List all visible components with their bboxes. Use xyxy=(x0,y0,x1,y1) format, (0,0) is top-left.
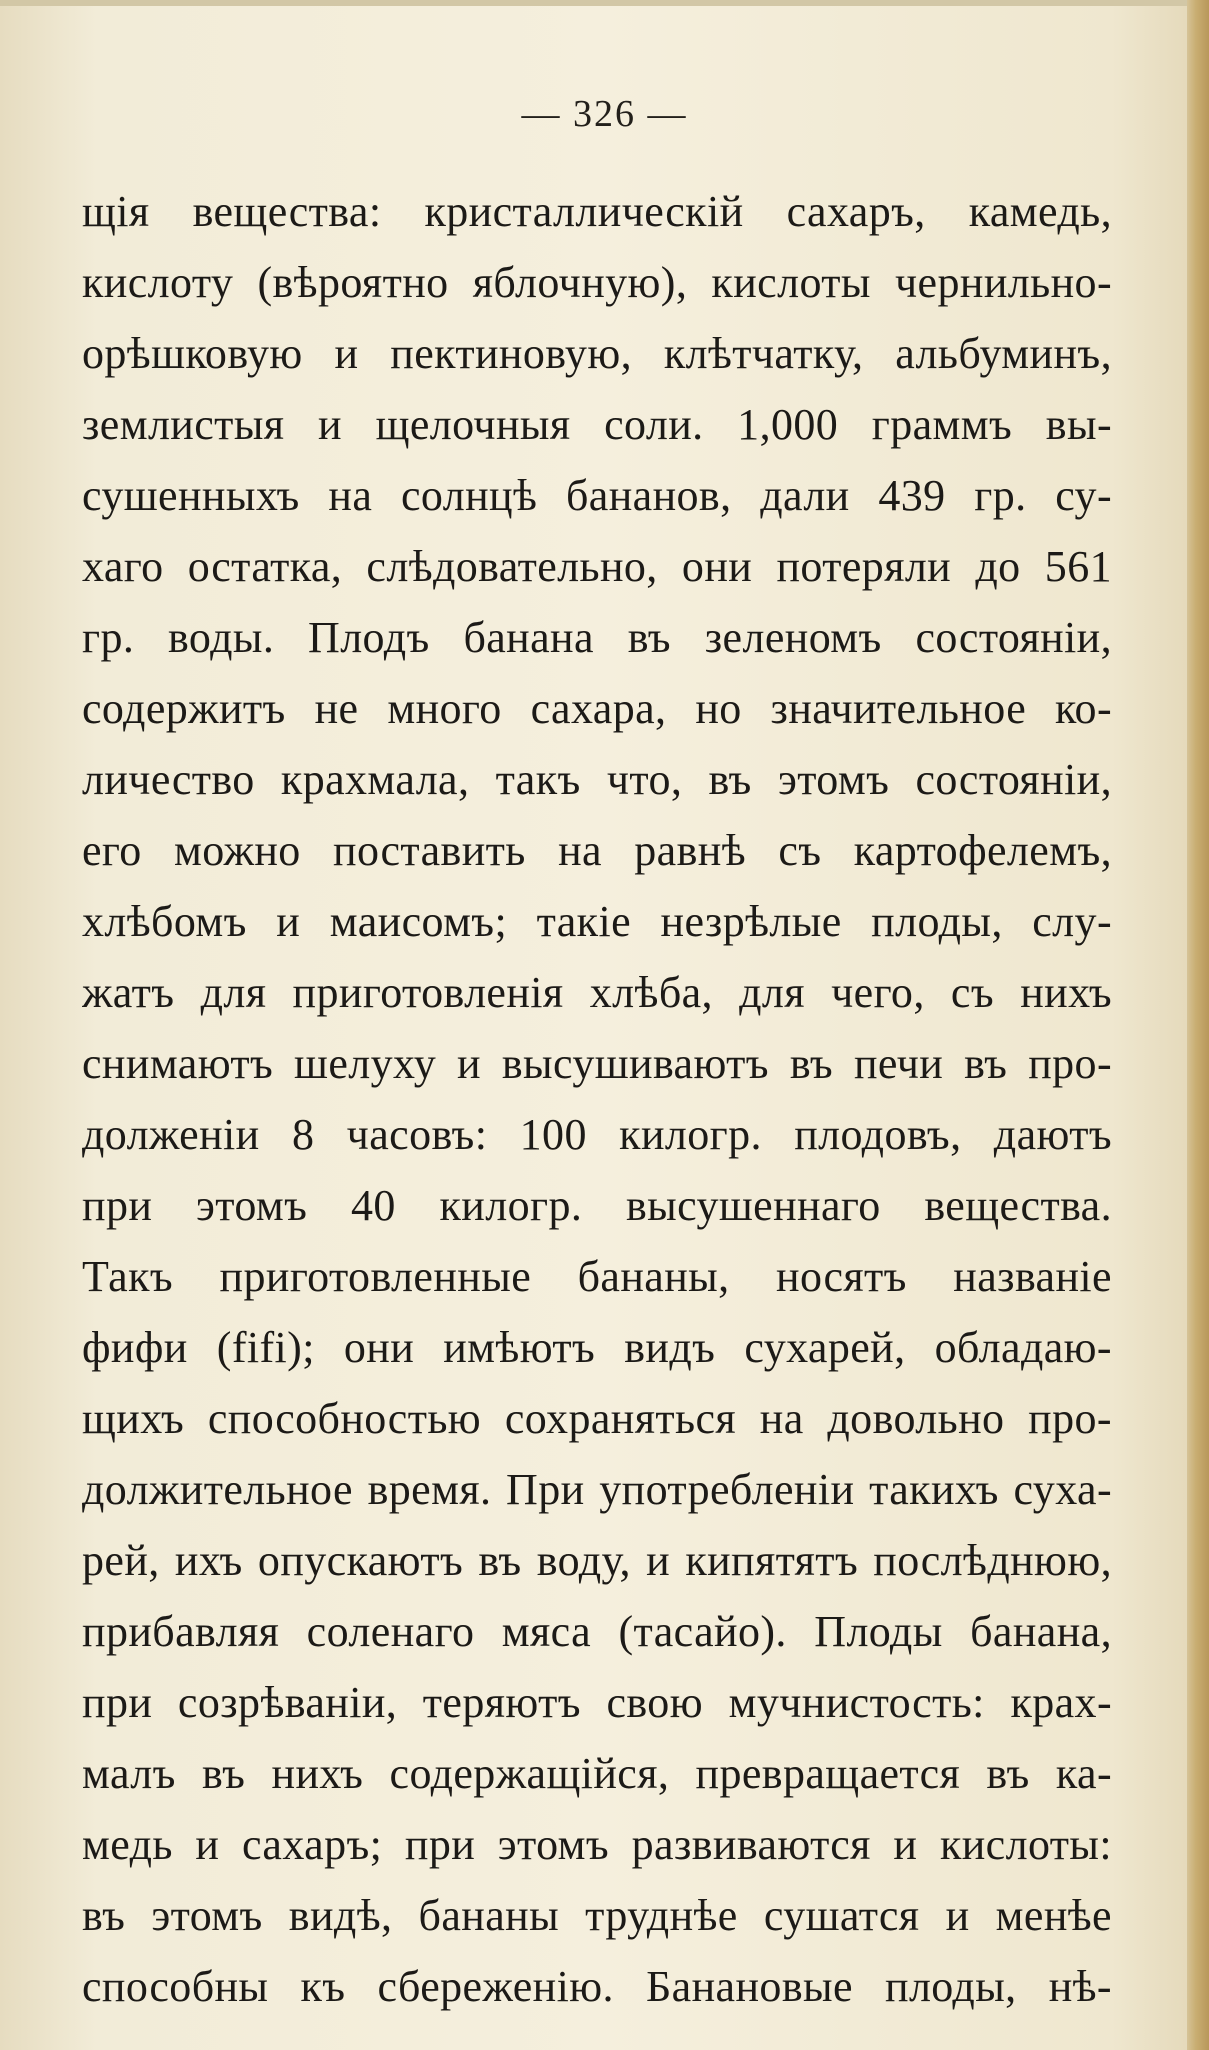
text-line: содержитъ не много сахара, но значительное ко- xyxy=(82,684,1112,733)
text-line: медь и сахаръ; при этомъ развиваются и кислоты: xyxy=(82,1820,1112,1869)
text-line: щихъ способностью сохраняться на довольно про- xyxy=(82,1394,1112,1443)
text-line: землистыя и щелочныя соли. 1,000 граммъ вы- xyxy=(82,400,1112,449)
text-line: снимаютъ шелуху и высушиваютъ въ печи въ про- xyxy=(82,1039,1112,1088)
text-line: фифи (fifi); они имѣютъ видъ сухарей, обладаю- xyxy=(82,1323,1112,1372)
page-number: — 326 — xyxy=(521,93,688,135)
text-line: въ этомъ видѣ, бананы труднѣе сушатся и менѣе xyxy=(82,1891,1112,1940)
text-line: при этомъ 40 килогр. высушеннаго вещества. xyxy=(82,1181,1112,1230)
text-line: его можно поставить на равнѣ съ картофелемъ, xyxy=(82,826,1112,875)
text-line: хаго остатка, слѣдовательно, они потеряли до 561 xyxy=(82,542,1112,591)
text-line: хлѣбомъ и маисомъ; такіе незрѣлые плоды, слу- xyxy=(82,897,1112,946)
text-line: должительное время. При употребленіи такихъ суха- xyxy=(82,1465,1112,1514)
text-line: малъ въ нихъ содержащійся, превращается въ ка- xyxy=(82,1749,1112,1798)
text-line: рей, ихъ опускаютъ въ воду, и кипятятъ послѣднюю, xyxy=(82,1536,1112,1585)
page-right-edge xyxy=(1187,0,1209,2050)
text-line: способны къ сбереженію. Банановые плоды, нѣ- xyxy=(82,1962,1112,2011)
text-line: щія вещества: кристаллическій сахаръ, камедь, xyxy=(82,187,1112,236)
page-top-edge xyxy=(0,0,1209,6)
text-line: прибавляя соленаго мяса (тасайо). Плоды банана, xyxy=(82,1607,1112,1656)
text-line: сушенныхъ на солнцѣ бананов, дали 439 гр. су- xyxy=(82,471,1112,520)
text-line: Такъ приготовленные бананы, носятъ названіе xyxy=(82,1252,1112,1301)
text-line: долженіи 8 часовъ: 100 килогр. плодовъ, даютъ xyxy=(82,1110,1112,1159)
text-line: орѣшковую и пектиновую, клѣтчатку, альбуминъ, xyxy=(82,329,1112,378)
text-line: гр. воды. Плодъ банана въ зеленомъ состояніи, xyxy=(82,613,1112,662)
text-line: жатъ для приготовленія хлѣба, для чего, съ нихъ xyxy=(82,968,1112,1017)
body-text xyxy=(82,176,1112,2022)
text-line: кислоту (вѣроятно яблочную), кислоты чернильно- xyxy=(82,258,1112,307)
text-line: личество крахмала, такъ что, въ этомъ состояніи, xyxy=(82,755,1112,804)
text-line: при созрѣваніи, теряютъ свою мучнистость: крах- xyxy=(82,1678,1112,1727)
